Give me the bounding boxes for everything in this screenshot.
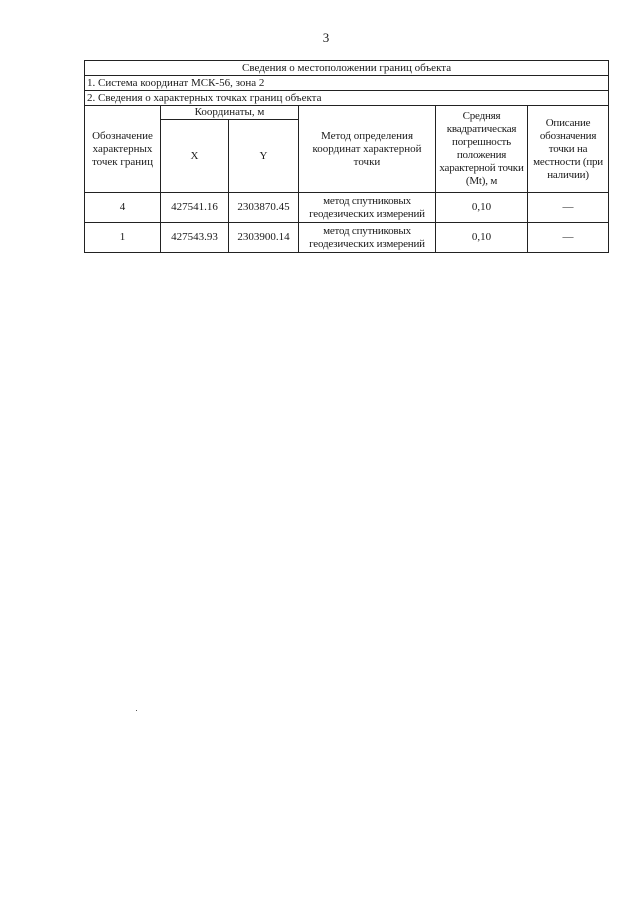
table-row: [85, 193, 609, 223]
header-point-designation: Обозначение характерных точек границ: [85, 106, 161, 193]
cell-error: 0,10: [436, 193, 528, 223]
header-description: Описание обозначения точки на местности (при наличии): [528, 106, 609, 193]
header-x: X: [161, 120, 229, 193]
header-method: Метод определения координат характерной точки: [299, 106, 436, 193]
table-row: [85, 223, 609, 253]
cell-point: 4: [85, 193, 161, 223]
cell-method: метод спутниковых геодезических измерений: [299, 223, 436, 253]
table-title-row: [85, 61, 609, 76]
cell-x: 427543.93: [161, 223, 229, 253]
cell-point: 1: [85, 223, 161, 253]
header-row: [85, 106, 609, 120]
page-number: 3: [322, 30, 330, 45]
cell-description: —: [528, 223, 609, 253]
header-coordinates: Координаты, м: [161, 106, 299, 120]
boundary-points-table: [84, 60, 609, 253]
header-y: Y: [229, 120, 299, 193]
cell-y: 2303900.14: [229, 223, 299, 253]
cell-method: метод спутниковых геодезических измерений: [299, 193, 436, 223]
header-error: Средняя квадратическая погрешность положения характерной точки (Mt), м: [436, 106, 528, 193]
cell-x: 427541.16: [161, 193, 229, 223]
cell-y: 2303870.45: [229, 193, 299, 223]
points-section-title: 2. Сведения о характерных точках границ объекта: [85, 91, 609, 106]
coordinate-system: 1. Система координат МСК-56, зона 2: [85, 76, 609, 91]
scan-speck: [136, 710, 137, 711]
section1-row: [85, 76, 609, 91]
section2-row: [85, 91, 609, 106]
table-title: Сведения о местоположении границ объекта: [85, 61, 609, 76]
cell-description: —: [528, 193, 609, 223]
cell-error: 0,10: [436, 223, 528, 253]
